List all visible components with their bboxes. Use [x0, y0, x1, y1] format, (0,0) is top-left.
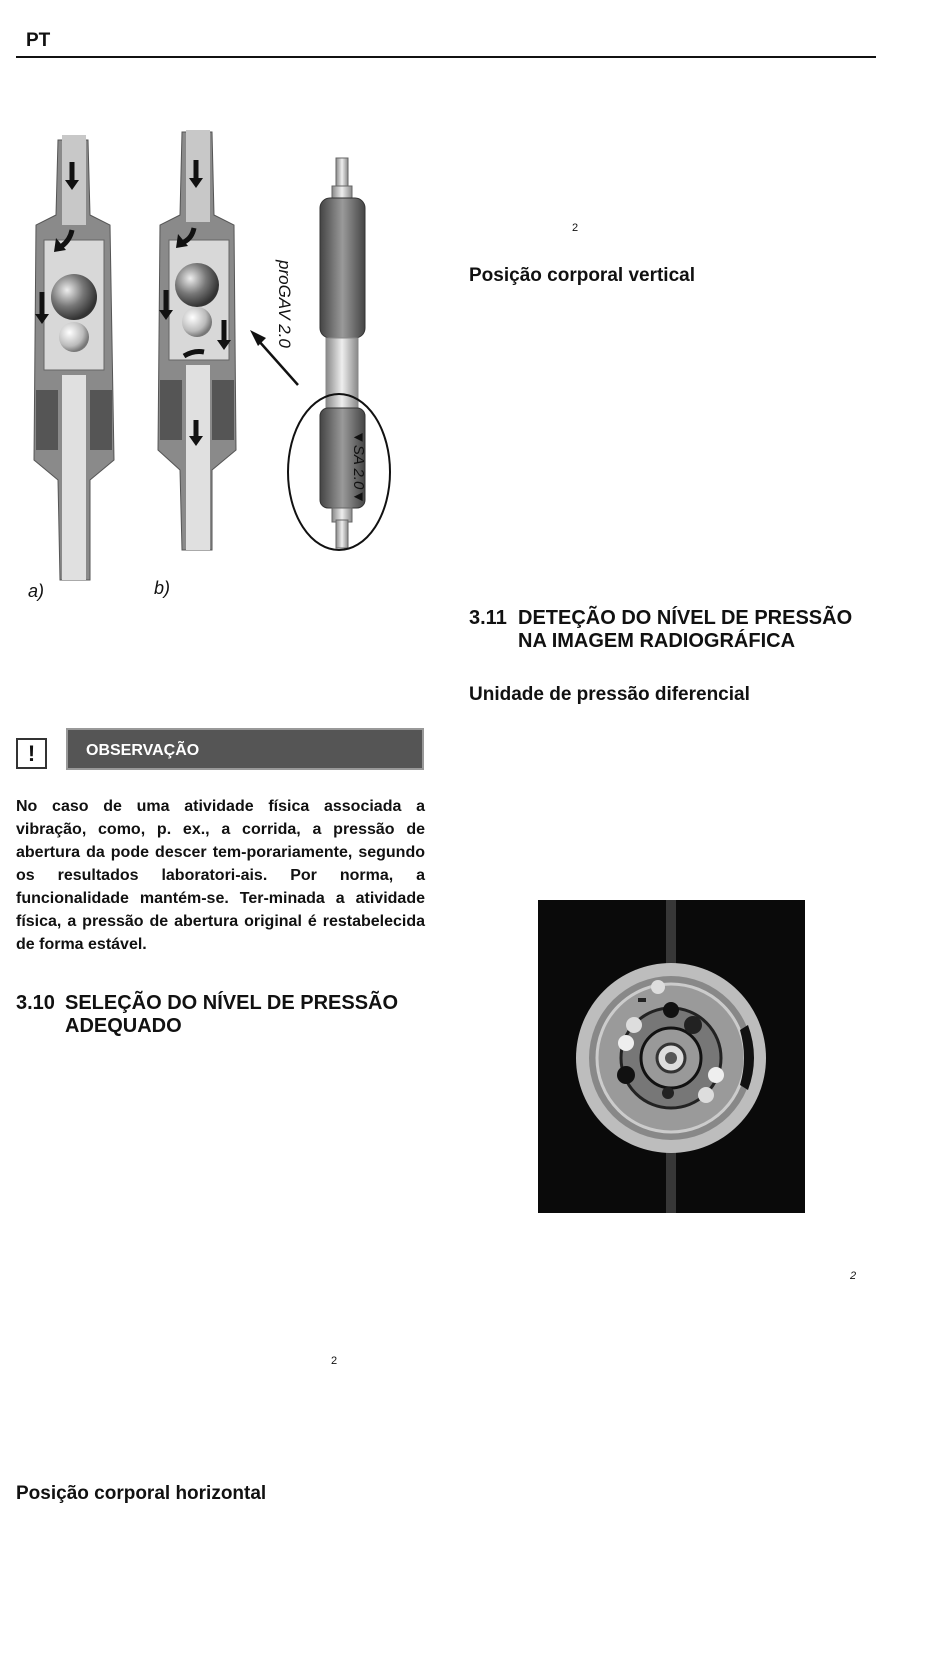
valve-label-sa: ▼SA 2.0▼ [350, 430, 367, 505]
section-3-11-line2: NA IMAGEM RADIOGRÁFICA [518, 630, 796, 652]
differential-unit-heading: Unidade de pressão diferencial [469, 684, 750, 705]
section-3-10-heading [16, 992, 436, 1038]
figure-label-b: b) [154, 578, 171, 598]
valve-label-progav: proGAV 2.0 [275, 260, 294, 348]
section-3-11-number: 3.11 [469, 607, 507, 629]
superscript-bottom: 2 [850, 1270, 857, 1282]
header-rule [16, 56, 876, 58]
xray-valve-drawing [538, 900, 805, 1213]
section-3-11-line1: DETEÇÃO DO NÍVEL DE PRESSÃO [518, 607, 853, 629]
warning-icon: ! [16, 738, 47, 769]
section-3-10-line2: ADEQUADO [65, 1015, 182, 1037]
superscript-top: 2 [572, 222, 579, 234]
horizontal-position-heading: Posição corporal horizontal [16, 1483, 267, 1504]
note-text: No caso de uma atividade física associada a vibração, como, p. ex., a corrida, a pressão de abertura da pode descer tem-porariamente, segundo os resultados laboratori-ais. Por norma, a funcionalidade mantém-se. Ter-minada a atividade física, a pressão de abertura original é restabelecida de forma estável. [16, 798, 425, 953]
figure-label-a: a) [28, 581, 45, 601]
valve-a-cross-section [34, 135, 114, 580]
xray-image [538, 900, 805, 1213]
progav-sa-assembly [288, 158, 390, 550]
page-language-header: PT [26, 30, 51, 51]
valve-b-cross-section [158, 130, 236, 550]
vertical-position-heading: Posição corporal vertical [469, 265, 695, 286]
note-title: OBSERVAÇÃO [66, 728, 424, 770]
section-3-10-line1: SELEÇÃO DO NÍVEL DE PRESSÃO [65, 992, 399, 1014]
valve-figure [14, 120, 424, 610]
section-3-10-number: 3.10 [16, 992, 55, 1014]
section-3-11-heading [469, 607, 909, 653]
footnote-left: 2 [331, 1355, 338, 1367]
